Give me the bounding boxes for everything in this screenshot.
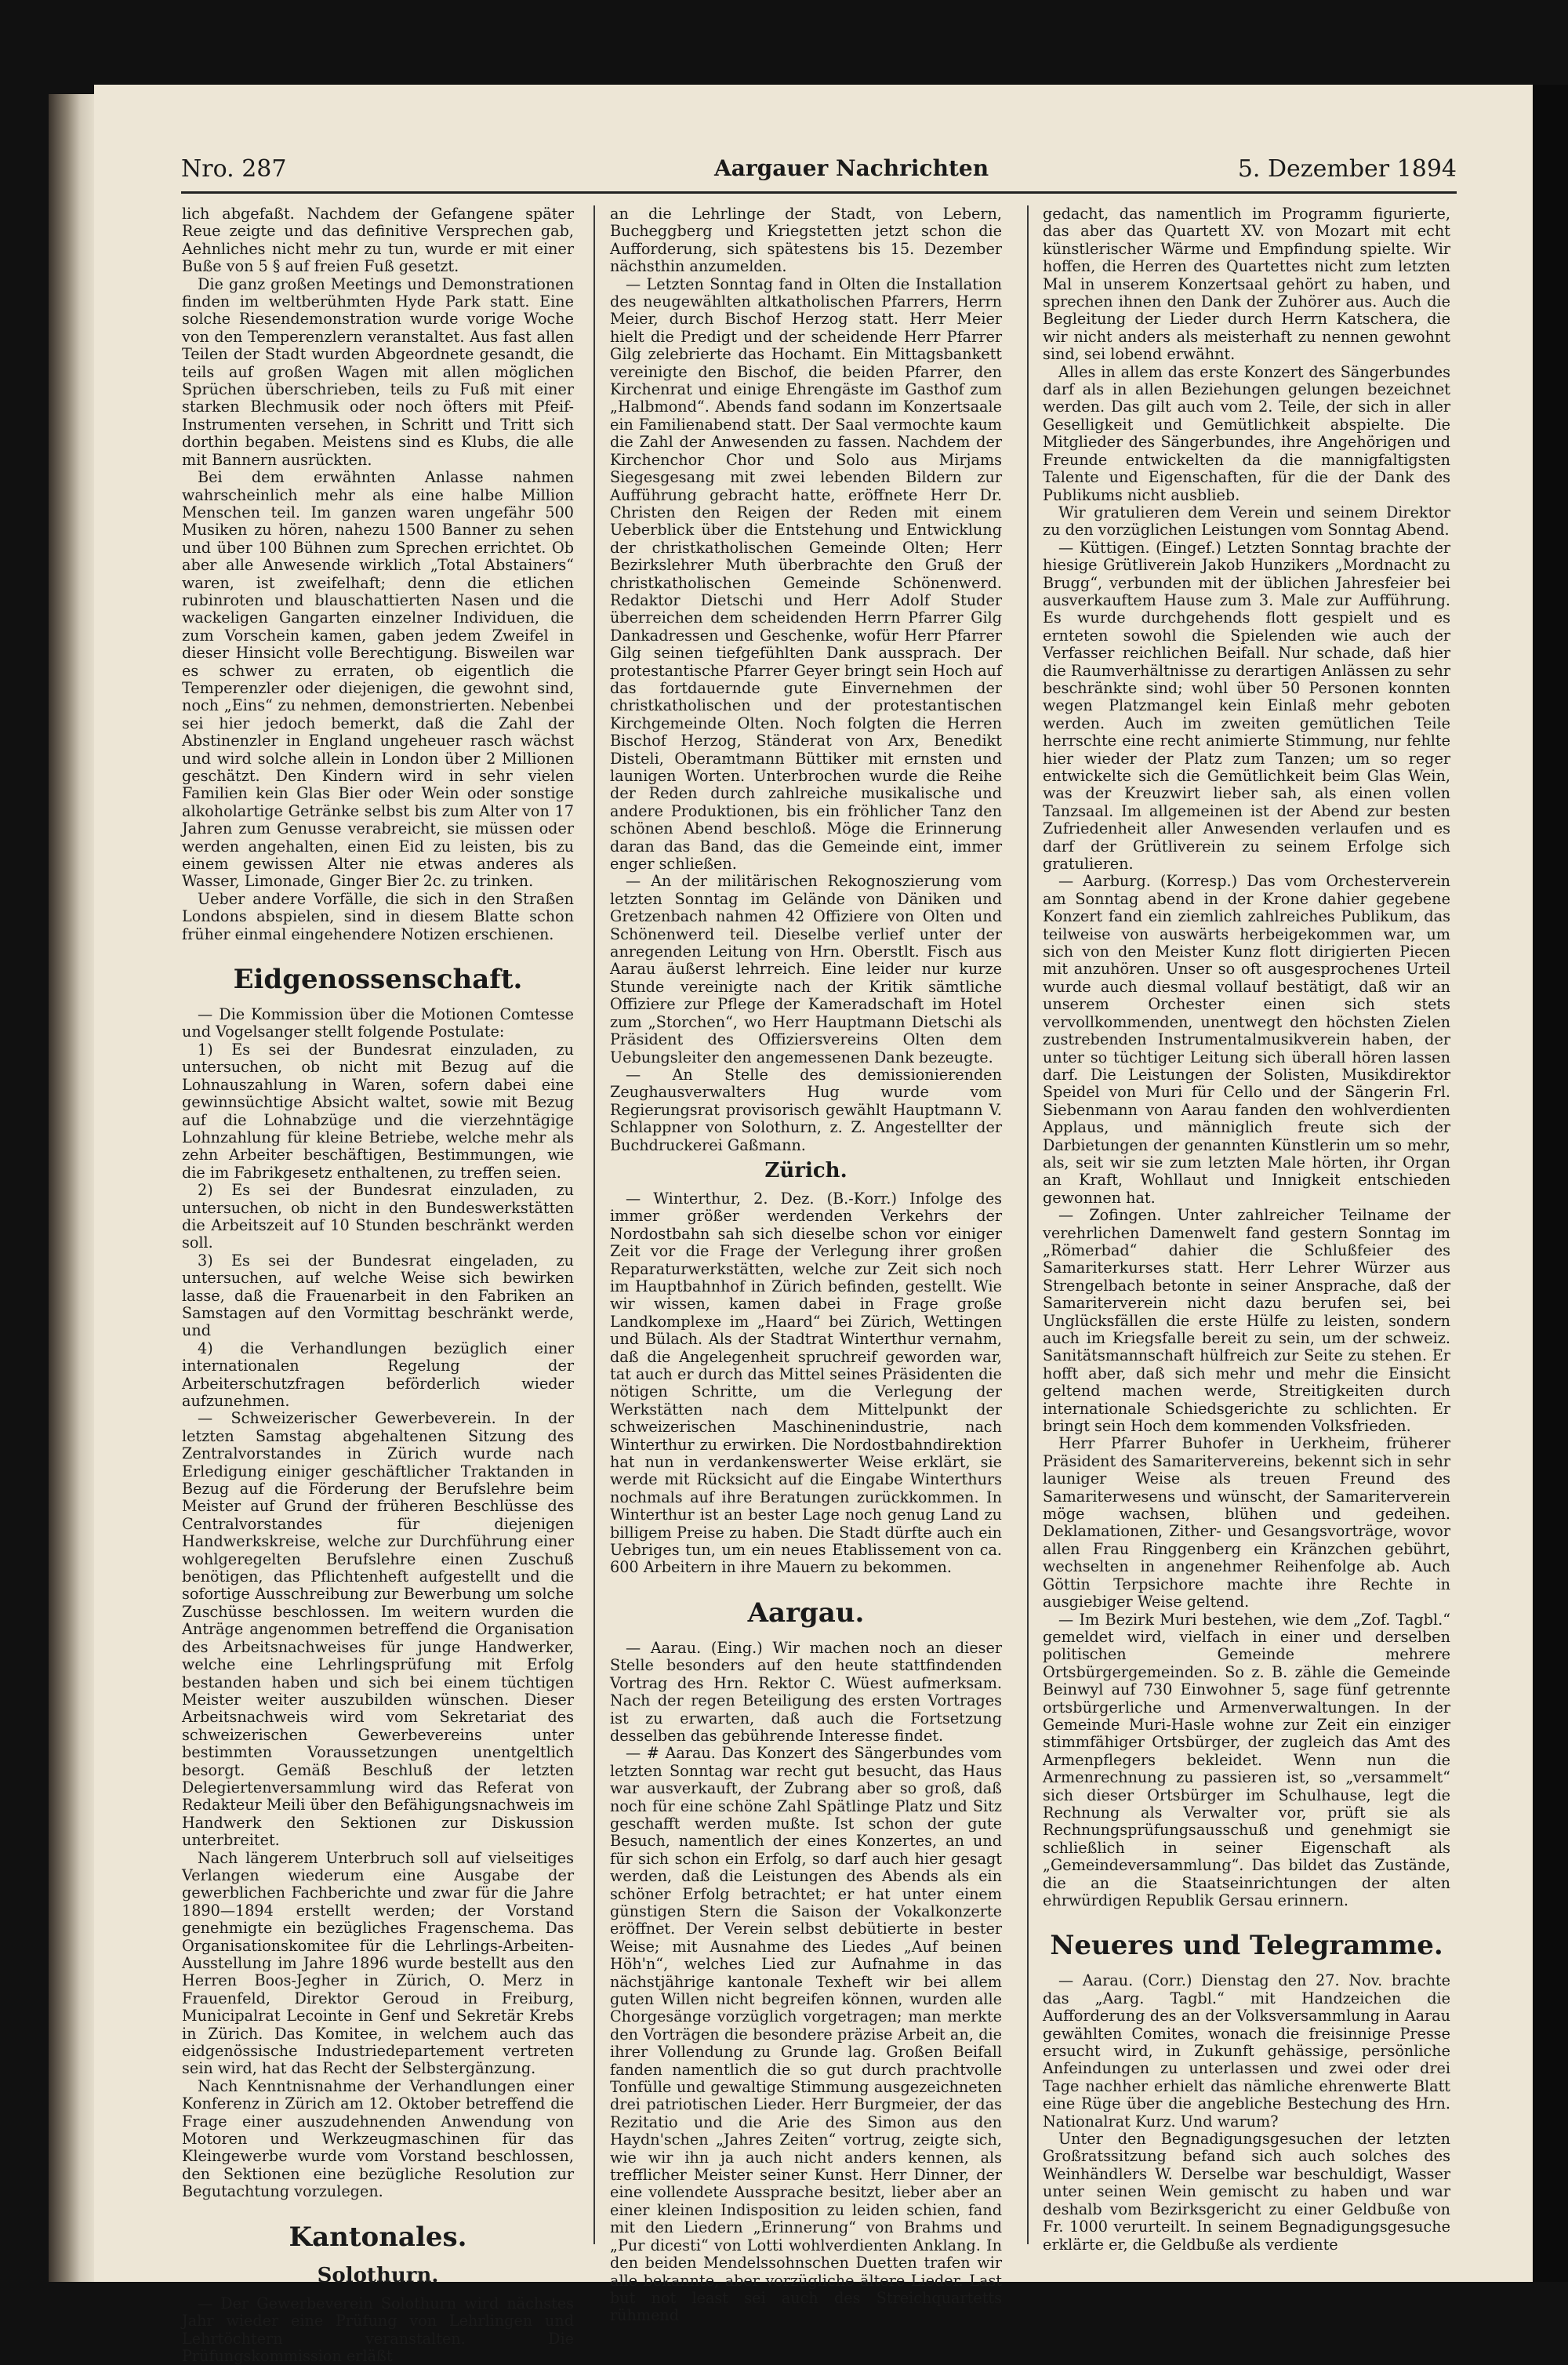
article-paragraph: — Die Kommission über die Motionen Comtesse und Vogelsanger stellt folgende Postulate: bbox=[182, 1005, 574, 1041]
column-divider bbox=[593, 205, 595, 2244]
article-paragraph: Nach längerem Unterbruch soll auf vielseitiges Verlangen wiederum eine Ausgabe der gewerblichen Fachberichte und zwar für die Jahre 1890—1894 erstellt werden; der Vorstand genehmigte ein bezügliches Fragenschema. Das Organisationskomitee für die Lehrlings-Arbeiten-Ausstellung im Jahre 1896 wurde bestellt aus den Herren Boos-Jegher in Zürich, O. Merz in Frauenfeld, Direktor Geroud in Freiburg, Municipalrat Lecointe in Genf und Sekretär Krebs in Zürich. Das Komitee, in welchem auch das eidgenössische Industriedepartement vertreten sein wird, hat das Recht der Selbstergänzung. bbox=[182, 1848, 574, 2078]
subsection-heading: Solothurn. bbox=[317, 2263, 439, 2287]
section-heading: Eidgenossenschaft. bbox=[233, 964, 523, 996]
article-paragraph: Bei dem erwähnten Anlasse nahmen wahrscheinlich mehr als eine halbe Million Menschen teil. Im ganzen waren ungefähr 500 Musiken zu hören, nahezu 1500 Banner zu sehen und über 100 Bühnen zum Sprechen errichtet. Ob aber alle Anwesende wirklich „Total Abstainers“ waren, ist zweifelhaft; denn die etlichen rubinroten und blauschattierten Nasen und die wackeligen Gangarten einzelner Individuen, die zum Vorschein kamen, gaben jedem Zweifel in dieser Hinsicht volle Berechtigung. Bisweilen war es schwer zu erraten, ob eigentlich die Temperenzler oder diejenigen, die gewohnt sind, noch „Eins“ zu nehmen, demonstrierten. Nebenbei sei hier jedoch bemerkt, daß die Zahl der Abstinenzler in England ungeheuer rasch wächst und wird solche allein in London über 2 Millionen geschätzt. Den Kindern wird in sehr vielen Familien kein Glas Bier oder Wein oder sonstige alkoholartige Getränke selbst bis zum Alter von 17 Jahren zum Genusse verabreicht, sie müssen oder werden angehalten, einen Eid zu leisten, bis zu einem gewissen Alter nie etwas anderes als Wasser, Limonade, Ginger Bier 2c. zu trinken. bbox=[182, 468, 574, 891]
section-heading: Aargau. bbox=[747, 1597, 865, 1629]
book-spine bbox=[49, 94, 94, 2282]
article-paragraph: — Letzten Sonntag fand in Olten die Installation des neugewählten altkatholischen Pfarrers, Herrn Meier, durch Bischof Herzog statt. Herr Meier hielt die Predigt und der scheidende Herr Pfarrer Gilg zelebrierte das Hochamt. Ein Mittagsbankett vereinigte den Bischof, die beiden Pfarrer, den Kirchenrat und einige Ehrengäste im Gasthof zum „Halbmond“. Abends fand sodann im Konzertsaale ein Familienabend statt. Der Saal vermochte kaum die Zahl der Anwesenden zu fassen. Nachdem der Kirchenchor Chor und Solo aus Mirjams Siegesgesang mit zwei lebenden Bildern zur Aufführung gebracht hatte, eröffnete Herr Dr. Christen den Reigen der Reden mit einem Ueberblick über die Entstehung und Entwicklung der christkatholischen Gemeinde Olten; Herr Bezirkslehrer Muth überbrachte den Gruß der christkatholischen Gemeinde Schönenwerd. Redaktor Dietschi und Herr Adolf Studer überreichen dem scheidenden Herrn Pfarrer Gilg Dankadressen und Geschenke, wofür Herr Pfarrer Gilg seinen tiefgefühlten Dank aussprach. Der protestantische Pfarrer Geyer bringt sein Hoch auf das fortdauernde gute Einvernehmen der christkatholischen und der protestantischen Kirchgemeinde Olten. Noch folgten die Herren Bischof Herzog, Ständerat von Arx, Benedikt Disteli, Oberamtmann Büttiker mit ernsten und launigen Worten. Unterbrochen wurde die Reihe der Reden durch zahlreiche musikalische und andere Produktionen, bis ein fröhlicher Tanz den schönen Abend beschloß. Möge die Erinnerung daran das Band, das die Gemeinde eint, immer enger schließen. bbox=[610, 274, 1002, 874]
subsection-heading: Zürich. bbox=[764, 1158, 848, 1182]
article-paragraph: — Winterthur, 2. Dez. (B.-Korr.) Infolge des immer größer werdenden Verkehrs der Nordostbahn sah sich dieselbe schon vor einiger Zeit vor die Frage der Verlegung ihrer großen Reparaturwerkstätten, welche zur Zeit sich noch im Hauptbahnhof in Zürich befinden, gestellt. Wie wir wissen, kamen dabei in Frage große Landkomplexe im „Haard“ bei Zürich, Wettingen und Bülach. Als der Stadtrat Winterthur vernahm, daß die Angelegenheit spruchreif geworden war, tat auch er durch das Mittel seines Präsidenten die nötigen Schritte, um die Verlegung der Werkstätten nach dem Mittelpunkt der schweizerischen Maschinenindustrie, nach Winterthur zu erwirken. Die Nordostbahndirektion hat nun in verdankenswerter Weise erklärt, sie werde mit Rücksicht auf die Eingabe Winterthurs nochmals auf ihre Beratungen zurückkommen. In Winterthur ist an bester Lage noch genug Land zu billigem Preise zu haben. Die Stadt dürfte auch ein Uebriges tun, um ein neues Etablissement von ca. 600 Arbeitern in ihre Mauern zu bekommen. bbox=[610, 1189, 1002, 1577]
section-heading: Neueres und Telegramme. bbox=[1050, 1930, 1443, 1962]
article-paragraph: Herr Pfarrer Buhofer in Uerkheim, früherer Präsident des Samaritervereins, bekennt sich in sehr launiger Weise als treuen Freund des Samariterwesens und wünscht, der Samariterverein möge wachsen, blühen und gedeihen. Deklamationen, Zither- und Gesangsvorträge, wovor allen Frau Ringgenberg ein Kränzchen gebührt, wechselten in angenehmer Reihenfolge ab. Auch Göttin Terpsichore machte ihre Rechte in ausgiebiger Weise geltend. bbox=[1043, 1434, 1450, 1611]
article-paragraph: — Küttigen. (Eingef.) Letzten Sonntag brachte der hiesige Grütliverein Jakob Hunzikers „Mordnacht zu Brugg“, verbunden mit der üblichen Jahresfeier bei ausverkauftem Hause zum 3. Male zur Aufführung. Es wurde durchgehends flott gespielt und es ernteten sowohl die Spielenden wie auch der Verfasser reichlichen Beifall. Nur schade, daß hier die Raumverhältnisse zu derartigen Anlässen zu sehr beschränkte sind; wohl über 50 Personen konnten wegen Platzmangel kein Einlaß mehr geboten werden. Auch im zweiten gemütlichen Teile herrschte eine recht animierte Stimmung, nur fehlte hier wieder der Platz zum Tanzen; um so reger entwickelte sich die Gemütlichkeit beim Glas Wein, was der Kreuzwirt lieber sah, als einen vollen Tanzsaal. Im allgemeinen ist der Abend zur besten Zufriedenheit aller Anwesenden verlaufen und es darf der Grütliverein zu seinem Erfolge sich gratulieren. bbox=[1043, 538, 1450, 874]
newspaper-title: Aargauer Nachrichten bbox=[714, 155, 989, 181]
column-divider bbox=[1027, 205, 1029, 2244]
article-paragraph: gedacht, das namentlich im Programm figurierte, das aber das Quartett XV. von Mozart mit echt künstlerischer Wärme und Empfindung spielte. Wir hoffen, die Herren des Quartettes nicht zum letzten Mal in unserem Konzertsaal gehört zu haben, und sprechen ihnen den Dank der Zuhörer aus. Auch die Begleitung der Lieder durch Herrn Katschera, die wir nicht anders als meisterhaft zu nennen gewohnt sind, sei lobend erwähnt. bbox=[1043, 205, 1450, 364]
article-paragraph: — Aarau. (Eing.) Wir machen noch an dieser Stelle besonders auf den heute stattfindenden Vortrag des Hrn. Rektor C. Wüest aufmerksam. Nach der regen Beteiligung des ersten Vortrages ist zu erwarten, daß auch die Fortsetzung desselben das gebührende Interesse findet. bbox=[610, 1638, 1002, 1745]
column-2 bbox=[610, 205, 1002, 2325]
article-paragraph: Unter den Begnadigungsgesuchen der letzten Großratssitzung befand sich auch solches des Weinhändlers W. Derselbe war beschuldigt, Wasser unter seinen Wein gemischt zu haben und war deshalb vom Bezirksgericht zu einer Geldbuße von Fr. 1000 verurteilt. In seinem Begnadigungsgesuche erklärte er, die Geldbuße als verdiente bbox=[1043, 2130, 1450, 2254]
article-paragraph: Nach Kenntnisnahme der Verhandlungen einer Konferenz in Zürich am 12. Oktober betreffend die Frage einer auszudehnenden Anwendung von Motoren und Werkzeugmaschinen für das Kleingewerbe wurde vom Vorstand beschlossen, den Sektionen eine bezügliche Resolution zur Begutachtung vorzulegen. bbox=[182, 2076, 574, 2201]
article-paragraph: — Zofingen. Unter zahlreicher Teilname der verehrlichen Damenwelt fand gestern Sonntag im „Römerbad“ dahier die Schlußfeier des Samariterkurses statt. Herr Lehrer Würzer aus Strengelbach betonte in seiner Ansprache, daß der Samariterverein nicht dazu berufen sei, bei Unglücksfällen die erste Hülfe zu leisten, sondern auch im Kriegsfalle bereit zu sein, um der schweiz. Sanitätsmannschaft hülfreich zur Seite zu stehen. Er hofft aber, daß sich mehr und mehr die Einsicht geltend machen werde, Streitigkeiten durch internationale Schiedsgerichte zu schlichten. Er bringt sein Hoch dem kommenden Volksfrieden. bbox=[1043, 1206, 1450, 1436]
article-paragraph: 4) die Verhandlungen bezüglich einer internationalen Regelung der Arbeiterschutzfragen beförderlich wieder aufzunehmen. bbox=[182, 1339, 574, 1410]
article-paragraph: — Aarburg. (Korresp.) Das vom Orchesterverein am Sonntag abend in der Krone dahier gegebene Konzert fand ein ziemlich zahlreiches Publikum, das teilweise von auswärts herbeigekommen war, um sich von den Meister Kunz flott dirigierten Piecen mit anzuhören. Unser so oft ausgesprochenes Urteil wurde auch diesmal vollauf bestätigt, daß wir an unserem Orchester einen sich stets vervollkommenden, unentwegt den höchsten Zielen zustrebenden Instrumentalmusikverein haben, der unter so tüchtiger Leitung sich überall hören lassen darf. Die Leistungen der Solisten, Musikdirektor Speidel von Muri für Cello und der Sängerin Frl. Siebenmann von Aarau fanden den wohlverdienten Applaus, und männiglich freute sich der Darbietungen der genannten Künstlerin um so mehr, als, seit wir sie zum letzten Male hörten, ihr Organ an Kraft, Wohllaut und Innigkeit entschieden gewonnen hat. bbox=[1043, 872, 1450, 1207]
article-paragraph: 1) Es sei der Bundesrat einzuladen, zu untersuchen, ob nicht mit Bezug auf die Lohnauszahlung in Waren, sofern dabei eine gewinnsüchtige Absicht waltet, sowie mit Bezug auf die Lohnabzüge und die vierzehntägige Lohnzahlung für kleine Betriebe, welche mehr als zehn Arbeiter beschäftigen, Bestimmungen, wie die im Fabrikgesetz enthaltenen, zu treffen seien. bbox=[182, 1040, 574, 1182]
article-paragraph: — An Stelle des demissionierenden Zeughausverwalters Hug wurde vom Regierungsrat provisorisch gewählt Hauptmann V. Schlappner von Solothurn, z. Z. Angestellter der Buchdruckerei Gaßmann. bbox=[610, 1065, 1002, 1154]
header-rule bbox=[181, 191, 1457, 194]
article-paragraph: — An der militärischen Rekognoszierung vom letzten Sonntag im Gelände von Däniken und Gretzenbach nahmen 42 Offiziere von Olten und Schönenwerd teil. Dieselbe verlief unter der anregenden Leitung von Hrn. Oberstlt. Fisch aus Aarau äußerst lehrreich. Eine leider nur kurze Stunde vereinigte nach der Kritik sämtliche Offiziere zur Pflege der Kameradschaft im Hotel zum „Storchen“, wo Herr Hauptmann Dietschi als Präsident des Offiziersvereins Olten dem Uebungsleiter den angemessenen Dank bezeugte. bbox=[610, 872, 1002, 1066]
issue-date: 5. Dezember 1894 bbox=[1237, 155, 1457, 183]
page-header bbox=[181, 155, 1457, 185]
section-heading: Kantonales. bbox=[289, 2221, 467, 2253]
issue-number: Nro. 287 bbox=[181, 155, 287, 183]
article-paragraph: — Aarau. (Corr.) Dienstag den 27. Nov. brachte das „Aarg. Tagbl.“ mit Handzeichen die Aufforderung des an der Volksversammlung in Aarau gewählten Comites, wonach die freisinnige Presse ersucht wird, in Zukunft gehässige, persönliche Anfeindungen zu unterlassen und zwei oder drei Tage nachher erhielt das nämliche ehrenwerte Blatt eine Rüge über die angebliche Bestechung des Hrn. Nationalrat Kurz. Und warum? bbox=[1043, 1971, 1450, 2131]
article-paragraph: Ueber andere Vorfälle, die sich in den Straßen Londons abspielen, sind in diesem Blatte schon früher einmal eingehendere Notizen erschienen. bbox=[182, 889, 574, 943]
article-paragraph: an die Lehrlinge der Stadt, von Lebern, Bucheggberg und Kriegstetten jetzt schon die Aufforderung, sich spätestens bis 15. Dezember nächsthin anzumelden. bbox=[610, 205, 1002, 276]
article-paragraph: lich abgefaßt. Nachdem der Gefangene später Reue zeigte und das definitive Versprechen gab, Aehnliches nicht mehr zu tun, wurde er mit einer Buße von 5 § auf freien Fuß gesetzt. bbox=[182, 205, 574, 276]
article-paragraph: Alles in allem das erste Konzert des Sängerbundes darf als in allen Beziehungen gelungen bezeichnet werden. Das gilt auch vom 2. Teile, der sich in aller Geselligkeit und Gemütlichkeit abspielte. Die Mitglieder des Sängerbundes, ihre Angehörigen und Freunde entwickelten da die mannigfaltigsten Talente und Eigenschaften, für die der Dank des Publikums nicht ausblieb. bbox=[1043, 362, 1450, 504]
article-paragraph: — # Aarau. Das Konzert des Sängerbundes vom letzten Sonntag war recht gut besucht, das Haus war ausverkauft, der Zubrang aber so groß, daß noch für eine schöne Zahl Spätlinge Platz und Sitz geschafft werden mußte. Ist schon der gute Besuch, namentlich der eines Konzertes, an und für sich schon ein Erfolg, so darf auch hier gesagt werden, daß die Leistungen des Abends als ein schöner Erfolg betrachtet; er hat unter einem günstigen Stern die Saison der Vokalkonzerte eröffnet. Der Verein selbst debütierte in bester Weise; mit Ausnahme des Liedes „Auf beinen Höh'n“, welches Lied zur Aufnahme in das nächstjährige kantonale Texheft wir bei allem guten Willen nicht begreifen können, wurden alle Chorgesänge vorzüglich vorgetragen; man merkte den Vorträgen die besondere präzise Arbeit an, die ihrer Vollendung zu Grunde lag. Großen Beifall fanden namentlich die so gut durch prachtvolle Tonfülle und gewaltige Stimmung ausgezeichneten drei patriotischen Lieder. Herr Burgmeier, der das Rezitatio und die Arie des Simon aus den Haydn'schen „Jahres Zeiten“ vortrug, zeigte sich, wie wir ihn ja auch nicht anders kennen, als trefflicher Meister seiner Kunst. Herr Dinner, der eine vollendete Aussprache besitzt, lieber aber an einer kleinen Indisposition zu leiden schien, fand mit den Liedern „Erinnerung“ von Brahms und „Pur dicesti“ von Lotti wohlverdienten Anklang. In den beiden Mendelssohnschen Duetten trafen wir alle bekannte, aber vorzügliche ältere Lieder. Last but not least sei auch des Streichquartetts rühmend bbox=[610, 1744, 1002, 2325]
scan-edge bbox=[1533, 85, 1568, 2282]
article-paragraph: Wir gratulieren dem Verein und seinem Direktor zu den vorzüglichen Leistungen vom Sonntag Abend. bbox=[1043, 503, 1450, 539]
article-paragraph: — Der Gewerbeverein Solothurn wird nächstes Jahr wieder eine Prüfung von Lehrlingen und Lehrtöchtern veranstalten. Die Prüfungskommission erläßt bbox=[182, 2294, 574, 2365]
article-paragraph: 2) Es sei der Bundesrat einzuladen, zu untersuchen, ob nicht in den Bundeswerkstätten die Arbeitszeit auf 10 Stunden beschränkt werden soll. bbox=[182, 1181, 574, 1252]
article-paragraph: — Im Bezirk Muri bestehen, wie dem „Zof. Tagbl.“ gemeldet wird, vielfach in einer und derselben politischen Gemeinde mehrere Ortsbürgergemeinden. So z. B. zähle die Gemeinde Beinwyl auf 730 Einwohner 5, sage fünf getrennte ortsbürgerliche und Armenverwaltungen. In der Gemeinde Muri-Hasle wohne zur Zeit ein einziger stimmfähiger Ortsbürger, der zugleich das Amt des Armenpflegers bekleidet. Wenn nun die Armenrechnung zu passieren ist, so „versammelt“ sich dieser Ortsbürger im Schulhause, legt die Rechnung als Verwalter vor, prüft sie als Rechnungsprüfungsausschuß und genehmigt sie schließlich in seiner Eigenschaft als „Gemeindeversammlung“. Das bildet das Zustände, die an die Staatseinrichtungen der alten ehrwürdigen Republik Gersau erinnern. bbox=[1043, 1610, 1450, 1909]
article-paragraph: Die ganz großen Meetings und Demonstrationen finden im weltberühmten Hyde Park statt. Eine solche Riesendemonstration wurde vorige Woche von den Temperenzlern veranstaltet. Aus fast allen Teilen der Stadt wurden Abgeordnete gesandt, die teils auf großen Wagen mit allen möglichen Sprüchen überschrieben, teils zu Fuß mit einer starken Blechmusik oder noch öfters mit Pfeif-Instrumenten versehen, in Schritt und Tritt sich dorthin begaben. Meistens sind es Klubs, die alle mit Bannern ausrückten. bbox=[182, 274, 574, 469]
article-paragraph: 3) Es sei der Bundesrat eingeladen, zu untersuchen, auf welche Weise sich bewirken lasse, daß die Frauenarbeit in den Fabriken an Samstagen auf den Vormittag beschränkt werde, und bbox=[182, 1251, 574, 1340]
column-3 bbox=[1043, 205, 1450, 2254]
column-1 bbox=[182, 205, 574, 2365]
article-paragraph: — Schweizerischer Gewerbeverein. In der letzten Samstag abgehaltenen Sitzung des Zentralvorstandes in Zürich wurde nach Erledigung einiger geschäftlicher Traktanden in Bezug auf die Förderung der Berufslehre beim Meister auf Grund der früheren Beschlüsse des Centralvorstandes für diejenigen Handwerkskreise, welche zur Durchführung einer wohlgeregelten Berufslehre einen Zuschuß benötigen, das Pflichtenheft aufgestellt und die sofortige Ausschreibung zur Bewerbung um solche Zuschüsse beschlossen. Im weitern wurden die Anträge angenommen betreffend die Organisation des Arbeitsnachweises für junge Handwerker, welche eine Lehrlingsprüfung mit Erfolg bestanden haben und sich bei einem tüchtigen Meister weiter auszubilden wünschen. Dieser Arbeitsnachweis wird vom Sekretariat des schweizerischen Gewerbevereins unter bestimmten Voraussetzungen unentgeltlich besorgt. Gemäß Beschluß der letzten Delegiertenversammlung wird das Referat von Redakteur Meili über den Befähigungsnachweis im Handwerk den Sektionen zur Diskussion unterbreitet. bbox=[182, 1409, 574, 1850]
